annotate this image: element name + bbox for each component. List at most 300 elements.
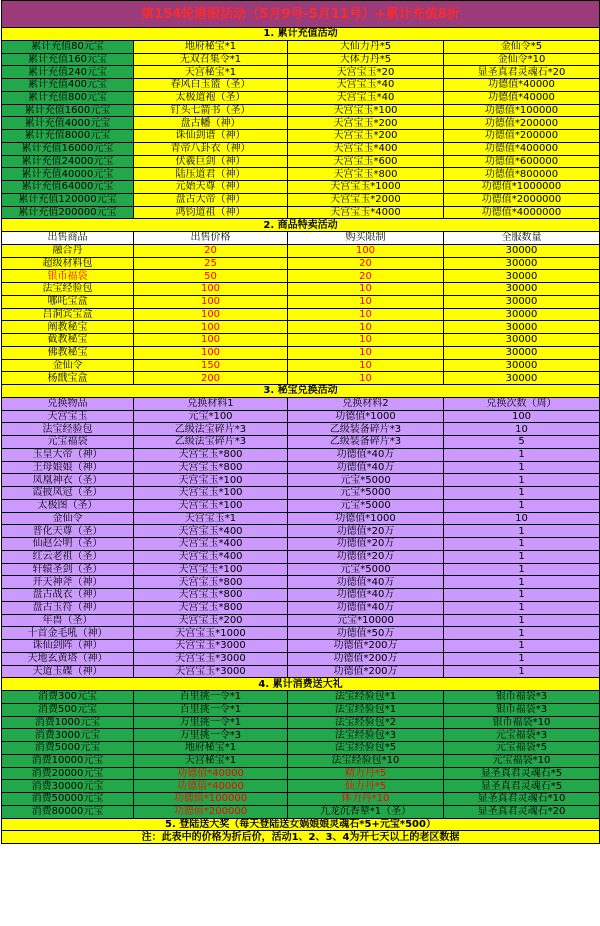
section-2-header (2, 219, 600, 232)
table-cell: 30000 (444, 321, 600, 334)
table-cell: 天宫宝玉*40 (288, 79, 444, 92)
table-cell: 累计充值8000元宝 (2, 130, 134, 143)
table-cell: 伏羲巨剑（神） (134, 155, 288, 168)
table-cell: 30000 (444, 283, 600, 296)
table-cell: 100 (134, 283, 288, 296)
table-cell: 轩辕圣剑（圣） (2, 563, 134, 576)
table-cell: 元宝*5000 (288, 563, 444, 576)
table-cell: 1 (444, 640, 600, 653)
table-cell: 天宫宝玉*1000 (288, 181, 444, 194)
table-row (2, 729, 600, 742)
table-cell: 1 (444, 614, 600, 627)
table-cell: 功德值*40万 (288, 589, 444, 602)
table-row (2, 91, 600, 104)
table-cell: 天宫宝玉*800 (134, 461, 288, 474)
table-cell: 天宫宝玉*1 (134, 512, 288, 525)
table-cell: 功德值*50万 (288, 627, 444, 640)
table-cell: 天宫宝玉*100 (134, 474, 288, 487)
table-cell: 100 (134, 346, 288, 359)
table-cell: 天宫宝玉*1000 (134, 627, 288, 640)
table-cell: 1 (444, 499, 600, 512)
table-cell: 累计充值16000元宝 (2, 142, 134, 155)
table-cell: 功德值*200000 (134, 805, 288, 818)
table-cell: 天宫宝玉 (2, 410, 134, 423)
table-cell: 功德值*40万 (288, 461, 444, 474)
table-row (2, 104, 600, 117)
table-row (2, 512, 600, 525)
table-cell: 法宝经验包*3 (288, 729, 444, 742)
table-cell: 1 (444, 525, 600, 538)
table-cell: 显圣真君灵魂石*5 (444, 780, 600, 793)
table-row (2, 53, 600, 66)
table-cell: 功德值*40000 (134, 767, 288, 780)
table-cell: 200 (134, 372, 288, 385)
table-row (2, 155, 600, 168)
table-cell: 功德值*200万 (288, 652, 444, 665)
table-row (2, 40, 600, 53)
table-row (2, 805, 600, 818)
table-cell: 功德值*200万 (288, 665, 444, 678)
table-cell: 天宫宝玉*200 (288, 117, 444, 130)
table-cell: 1 (444, 538, 600, 551)
table-cell: 天宫宝玉*400 (134, 550, 288, 563)
table-cell: 100 (134, 321, 288, 334)
table-cell: 元宝福袋*10 (444, 754, 600, 767)
table-cell: 超级材料包 (2, 257, 134, 270)
table-row (2, 308, 600, 321)
column-header: 购买限制 (288, 232, 444, 245)
table-cell: 银币福袋*10 (444, 716, 600, 729)
table-cell: 玉皇大帝（神） (2, 448, 134, 461)
table-row (2, 499, 600, 512)
table-cell: 截教秘宝 (2, 334, 134, 347)
table-cell: 消费30000元宝 (2, 780, 134, 793)
table-cell: 元宝*5000 (288, 474, 444, 487)
table-cell: 天宫宝玉*3000 (134, 652, 288, 665)
table-cell: 1 (444, 448, 600, 461)
table-cell: 杨戬宝盒 (2, 372, 134, 385)
column-header: 兑换材料2 (288, 397, 444, 410)
section-2-header-title: 2. 商品特卖活动 (2, 219, 600, 232)
table-row (2, 244, 600, 257)
table-cell: 30000 (444, 308, 600, 321)
section-3-header (2, 385, 600, 398)
section-4-header (2, 678, 600, 691)
table-row (2, 410, 600, 423)
table-cell: 显圣真君灵魂石*20 (444, 805, 600, 818)
table-cell: 乙级法宝碎片*3 (134, 423, 288, 436)
table-row (2, 117, 600, 130)
table-cell: 百里挑一令*1 (134, 691, 288, 704)
table-cell: 银币福袋 (2, 270, 134, 283)
table-row (2, 640, 600, 653)
table-cell: 消费80000元宝 (2, 805, 134, 818)
table-cell: 1 (444, 589, 600, 602)
table-cell: 元宝*5000 (288, 487, 444, 500)
table-cell: 阐教秘宝 (2, 321, 134, 334)
table-cell: 功德值*40000 (444, 91, 600, 104)
table-row (2, 270, 600, 283)
table-cell: 陆压道君（神） (134, 168, 288, 181)
highlight-row (2, 181, 600, 194)
table-cell: 仙赵公明（圣） (2, 538, 134, 551)
table-cell: 1 (444, 601, 600, 614)
table-cell: 天宫宝玉*400 (288, 142, 444, 155)
table-cell: 盘古战衣（神） (2, 589, 134, 602)
table-cell: 诛仙剑阵（神） (2, 640, 134, 653)
table-row (2, 321, 600, 334)
page-title: 第154轮港服活动（5月9号-5月11号）+累计充值8折 (2, 1, 600, 28)
table-cell: 法宝经验包*1 (288, 703, 444, 716)
table-row (2, 780, 600, 793)
table-cell: 功德值*1000000 (444, 181, 600, 194)
table-row (2, 601, 600, 614)
table-cell: 1 (444, 474, 600, 487)
table-cell: 100 (288, 244, 444, 257)
table-cell: 消费10000元宝 (2, 754, 134, 767)
table-cell: 法宝经验包*1 (288, 691, 444, 704)
table-cell: 功德值*200000 (444, 130, 600, 143)
table-cell: 10 (288, 334, 444, 347)
table-cell: 30000 (444, 359, 600, 372)
table-cell: 天宫宝玉*200 (288, 130, 444, 143)
table-row (2, 423, 600, 436)
table-row (2, 487, 600, 500)
table-cell: 30000 (444, 244, 600, 257)
table-cell: 150 (134, 359, 288, 372)
column-header: 兑换次数（周） (444, 397, 600, 410)
table-row (2, 461, 600, 474)
highlight-row (2, 206, 600, 219)
table-cell: 功德值*20万 (288, 538, 444, 551)
table-cell: 乙级装备碎片*3 (288, 436, 444, 449)
table-cell: 九龙沉香辇*1（圣） (288, 805, 444, 818)
table-cell: 功德值*200万 (288, 640, 444, 653)
table-row (2, 703, 600, 716)
table-cell: 天宫宝玉*20 (288, 66, 444, 79)
table-cell: 消费5000元宝 (2, 742, 134, 755)
section-3-header-title: 3. 秘宝兑换活动 (2, 385, 600, 398)
table-cell: 天地玄黄塔（神） (2, 652, 134, 665)
table-cell: 盘古玉符（神） (2, 601, 134, 614)
table-row (2, 130, 600, 143)
table-cell: 哪吒宝盒 (2, 295, 134, 308)
table-cell: 凤凰神衣（圣） (2, 474, 134, 487)
activity-table-body (2, 1, 600, 844)
table-row (2, 563, 600, 576)
table-cell: 佛教秘宝 (2, 346, 134, 359)
table-row (2, 793, 600, 806)
table-cell: 20 (288, 270, 444, 283)
table-cell: 元始天尊（神） (134, 181, 288, 194)
table-cell: 无双召集令*1 (134, 53, 288, 66)
table-cell: 累计充值40000元宝 (2, 168, 134, 181)
table-cell: 显圣真君灵魂石*20 (444, 66, 600, 79)
activity-table (1, 0, 600, 844)
table-cell: 法宝经验包 (2, 283, 134, 296)
table-cell: 1 (444, 627, 600, 640)
table-cell: 万里挑一令*3 (134, 729, 288, 742)
table-cell: 100 (134, 308, 288, 321)
table-cell: 银币福袋*3 (444, 703, 600, 716)
table-cell: 天宫秘宝*1 (134, 754, 288, 767)
table-cell: 天宫宝玉*800 (134, 589, 288, 602)
table-cell: 金仙令*10 (444, 53, 600, 66)
table-cell: 天宫宝玉*600 (288, 155, 444, 168)
table-cell: 累计充值400元宝 (2, 79, 134, 92)
table-cell: 消费3000元宝 (2, 729, 134, 742)
table-cell: 法宝经验包 (2, 423, 134, 436)
table-cell: 银币福袋*3 (444, 691, 600, 704)
table-cell: 霞披凤冠（圣） (2, 487, 134, 500)
table-row (2, 589, 600, 602)
table-cell: 元宝福袋*5 (444, 742, 600, 755)
table-cell: 仙力丹*5 (288, 780, 444, 793)
table-cell: 乙级法宝碎片*3 (134, 436, 288, 449)
table-cell: 年兽（圣） (2, 614, 134, 627)
table-row (2, 767, 600, 780)
table-cell: 30000 (444, 295, 600, 308)
table-cell: 10 (288, 295, 444, 308)
title-row (2, 1, 600, 28)
table-cell: 10 (288, 321, 444, 334)
table-row (2, 346, 600, 359)
footnote: 注：此表中的价格为折后价，活动1、2、3、4为开七天以上的老区数据 (2, 831, 600, 844)
table-cell: 显圣真君灵魂石*5 (444, 767, 600, 780)
table-cell: 5 (444, 436, 600, 449)
table-cell: 1 (444, 665, 600, 678)
column-header-row (2, 397, 600, 410)
highlight-row (2, 193, 600, 206)
table-cell: 天宫宝玉*2000 (288, 193, 444, 206)
table-cell: 累计充值1600元宝 (2, 104, 134, 117)
table-cell: 天宫宝玉*3000 (134, 665, 288, 678)
table-cell: 累计充值160元宝 (2, 53, 134, 66)
table-cell: 累计充值80元宝 (2, 40, 134, 53)
table-cell: 天道玉碟（神） (2, 665, 134, 678)
table-cell: 100 (134, 295, 288, 308)
table-row (2, 754, 600, 767)
table-cell: 法宝经验包*5 (288, 742, 444, 755)
table-cell: 天宫宝玉*100 (134, 499, 288, 512)
table-cell: 功德值*20万 (288, 525, 444, 538)
table-cell: 消费1000元宝 (2, 716, 134, 729)
table-row (2, 538, 600, 551)
table-cell: 10 (444, 423, 600, 436)
column-header: 兑换材料1 (134, 397, 288, 410)
column-header: 兑换物品 (2, 397, 134, 410)
table-cell: 100 (444, 410, 600, 423)
table-cell: 10 (288, 346, 444, 359)
table-cell: 功德值*40万 (288, 601, 444, 614)
table-row (2, 576, 600, 589)
table-cell: 红云老祖（圣） (2, 550, 134, 563)
table-row (2, 168, 600, 181)
table-cell: 功德值*100000 (444, 104, 600, 117)
table-cell: 50 (134, 270, 288, 283)
table-cell: 吕洞宾宝盒 (2, 308, 134, 321)
table-cell: 天宫宝玉*400 (134, 538, 288, 551)
table-cell: 体力丹*10 (288, 793, 444, 806)
table-cell: 太极道袍（圣） (134, 91, 288, 104)
table-cell: 元宝*100 (134, 410, 288, 423)
column-header-row (2, 232, 600, 245)
table-cell: 法宝经验包*10 (288, 754, 444, 767)
table-cell: 消费500元宝 (2, 703, 134, 716)
table-cell: 太极图（圣） (2, 499, 134, 512)
table-cell: 功德值*2000000 (444, 193, 600, 206)
table-cell: 元宝*5000 (288, 499, 444, 512)
table-cell: 1 (444, 487, 600, 500)
table-cell: 10 (288, 308, 444, 321)
table-cell: 万里挑一令*1 (134, 716, 288, 729)
table-cell: 功德值*4000000 (444, 206, 600, 219)
table-cell: 功德值*40万 (288, 448, 444, 461)
table-row (2, 614, 600, 627)
table-cell: 精力丹*5 (288, 767, 444, 780)
table-cell: 20 (288, 257, 444, 270)
table-cell: 融合丹 (2, 244, 134, 257)
table-cell: 1 (444, 461, 600, 474)
table-cell: 累计充值240元宝 (2, 66, 134, 79)
table-row (2, 448, 600, 461)
table-cell: 1 (444, 652, 600, 665)
table-cell: 法宝经验包*2 (288, 716, 444, 729)
table-cell: 功德值*400000 (444, 142, 600, 155)
table-row (2, 334, 600, 347)
table-cell: 功德值*200000 (444, 117, 600, 130)
table-cell: 30000 (444, 270, 600, 283)
table-cell: 1 (444, 576, 600, 589)
table-cell: 30000 (444, 257, 600, 270)
table-cell: 25 (134, 257, 288, 270)
table-cell: 消费300元宝 (2, 691, 134, 704)
table-cell: 大体力丹*5 (288, 53, 444, 66)
table-cell: 盘古大帝（神） (134, 193, 288, 206)
table-cell: 30000 (444, 334, 600, 347)
table-cell: 功德值*40000 (134, 780, 288, 793)
table-cell: 累计充值200000元宝 (2, 206, 134, 219)
table-cell: 30000 (444, 346, 600, 359)
column-header: 出售商品 (2, 232, 134, 245)
table-cell: 青帝八卦衣（神） (134, 142, 288, 155)
table-cell: 天宫宝玉*3000 (134, 640, 288, 653)
table-cell: 功德值*600000 (444, 155, 600, 168)
table-cell: 30000 (444, 372, 600, 385)
table-row (2, 716, 600, 729)
table-cell: 累计充值64000元宝 (2, 181, 134, 194)
table-row (2, 665, 600, 678)
table-cell: 10 (288, 372, 444, 385)
table-cell: 功德值*1000 (288, 410, 444, 423)
table-cell: 鸿钧道祖（神） (134, 206, 288, 219)
column-header: 全服数量 (444, 232, 600, 245)
table-cell: 天宫宝玉*4000 (288, 206, 444, 219)
table-cell: 20 (134, 244, 288, 257)
table-cell: 累计充值4000元宝 (2, 117, 134, 130)
section-1-header (2, 28, 600, 41)
table-row (2, 372, 600, 385)
table-cell: 10 (288, 359, 444, 372)
table-cell: 天宫宝玉*100 (288, 104, 444, 117)
table-cell: 功德值*100000 (134, 793, 288, 806)
note-row (2, 831, 600, 844)
table-cell: 元宝福袋 (2, 436, 134, 449)
table-cell: 金仙令 (2, 512, 134, 525)
table-cell: 累计充值120000元宝 (2, 193, 134, 206)
table-cell: 天宫宝玉*100 (134, 563, 288, 576)
table-cell: 地府秘宝*1 (134, 40, 288, 53)
table-cell: 元宝*10000 (288, 614, 444, 627)
table-cell: 10 (444, 512, 600, 525)
table-cell: 1 (444, 563, 600, 576)
table-row (2, 652, 600, 665)
table-row (2, 257, 600, 270)
table-cell: 天宫秘宝*1 (134, 66, 288, 79)
table-cell: 1 (444, 550, 600, 563)
table-cell: 10 (288, 283, 444, 296)
table-cell: 天宫宝玉*800 (134, 576, 288, 589)
table-row (2, 474, 600, 487)
table-row (2, 283, 600, 296)
table-cell: 金仙令*5 (444, 40, 600, 53)
table-cell: 天宫宝玉*100 (134, 487, 288, 500)
table-row (2, 79, 600, 92)
table-cell: 100 (134, 334, 288, 347)
table-cell: 钉头七箭书（圣） (134, 104, 288, 117)
table-row (2, 550, 600, 563)
table-cell: 开天神斧（神） (2, 576, 134, 589)
table-row (2, 359, 600, 372)
table-cell: 地府秘宝*1 (134, 742, 288, 755)
table-cell: 累计充值24000元宝 (2, 155, 134, 168)
table-cell: 金仙令 (2, 359, 134, 372)
table-row (2, 691, 600, 704)
table-cell: 天宫宝玉*800 (288, 168, 444, 181)
table-cell: 大仙力丹*5 (288, 40, 444, 53)
column-header: 出售价格 (134, 232, 288, 245)
table-cell: 诛仙剑谱（神） (134, 130, 288, 143)
table-row (2, 66, 600, 79)
table-cell: 天宫宝玉*400 (134, 525, 288, 538)
table-cell: 元宝福袋*3 (444, 729, 600, 742)
table-row (2, 142, 600, 155)
table-cell: 春风白玉篮（圣） (134, 79, 288, 92)
table-cell: 功德值*20万 (288, 550, 444, 563)
table-cell: 百里挑一令*1 (134, 703, 288, 716)
table-cell: 十首金毛吼（神） (2, 627, 134, 640)
table-row (2, 295, 600, 308)
table-cell: 消费20000元宝 (2, 767, 134, 780)
table-row (2, 627, 600, 640)
activity-table-container (1, 0, 599, 844)
section-5-title: 5. 登陆送大奖（每天登陆送女娲娘娘灵魂石*5+元宝*500） (2, 818, 600, 831)
table-cell: 天宫宝玉*800 (134, 448, 288, 461)
table-cell: 乙级装备碎片*3 (288, 423, 444, 436)
section-5-header (2, 818, 600, 831)
table-row (2, 525, 600, 538)
table-cell: 天宫宝玉*40 (288, 91, 444, 104)
table-cell: 盘古幡（神） (134, 117, 288, 130)
table-cell: 功德值*40000 (444, 79, 600, 92)
section-4-header-title: 4. 累计消费送大礼 (2, 678, 600, 691)
table-row (2, 436, 600, 449)
table-cell: 天宫宝玉*200 (134, 614, 288, 627)
table-cell: 消费50000元宝 (2, 793, 134, 806)
table-cell: 普化天尊（圣） (2, 525, 134, 538)
table-cell: 王母娘娘（神） (2, 461, 134, 474)
table-cell: 累计充值800元宝 (2, 91, 134, 104)
